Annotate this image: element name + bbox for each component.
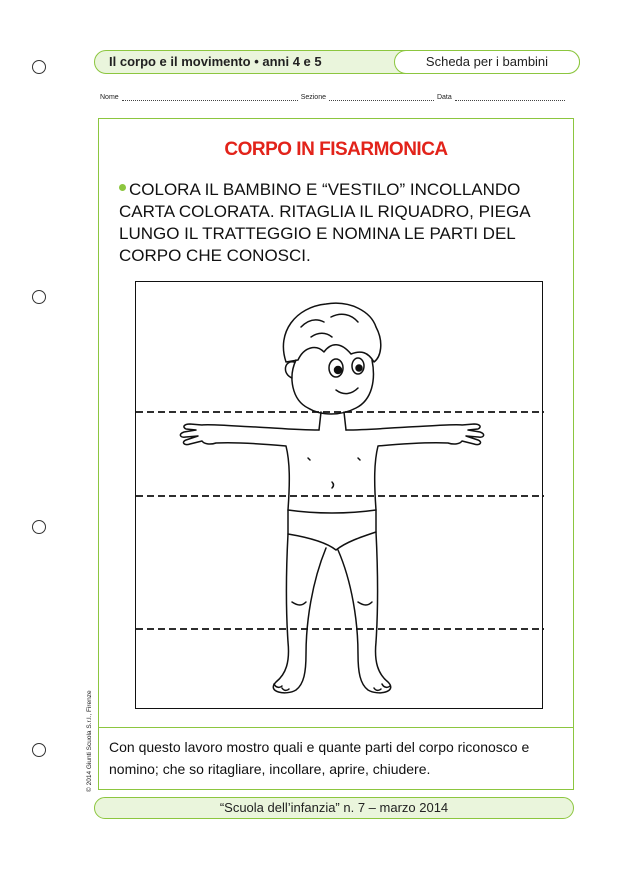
section-label: Sezione [300, 94, 326, 101]
footer-bar: “Scuola dell’infanzia” n. 7 – marzo 2014 [94, 797, 574, 819]
binder-hole-1 [32, 60, 46, 74]
cutout-box [135, 281, 543, 709]
caption-area [99, 727, 573, 790]
worksheet-frame [98, 118, 574, 790]
bullet-icon [119, 184, 126, 191]
caption-text: Con questo lavoro mostro quali e quante parti del corpo riconosco e nomino; che so ritagliare, incollare, aprire, chiudere. [109, 739, 530, 777]
date-field[interactable] [455, 94, 565, 101]
section-field[interactable] [329, 94, 434, 101]
instruction-body: COLORA IL BAMBINO E “VESTILO” INCOLLANDO CARTA COLORATA. RITAGLIA IL RIQUADRO, PIEGA LUNGO IL TRATTEGGIO E NOMINA LE PARTI DEL CORPO CHE CONOSCI. [119, 180, 530, 265]
boy-illustration-icon [136, 282, 544, 710]
binder-hole-2 [32, 290, 46, 304]
header-bar [94, 50, 580, 74]
name-field[interactable] [122, 94, 298, 101]
header-sheet-type: Scheda per i bambini [394, 50, 580, 74]
binder-hole-3 [32, 520, 46, 534]
name-label: Nome [100, 94, 119, 101]
copyright-text: © 2014 Giunti Scuola S.r.l., Firenze [86, 690, 93, 792]
header-topic: Il corpo e il movimento • anni 4 e 5 [109, 54, 322, 69]
student-fields [100, 94, 574, 101]
date-label: Data [436, 94, 452, 101]
binder-hole-4 [32, 743, 46, 757]
instruction-text [119, 179, 559, 267]
worksheet-title: CORPO IN FISARMONICA [224, 139, 448, 160]
